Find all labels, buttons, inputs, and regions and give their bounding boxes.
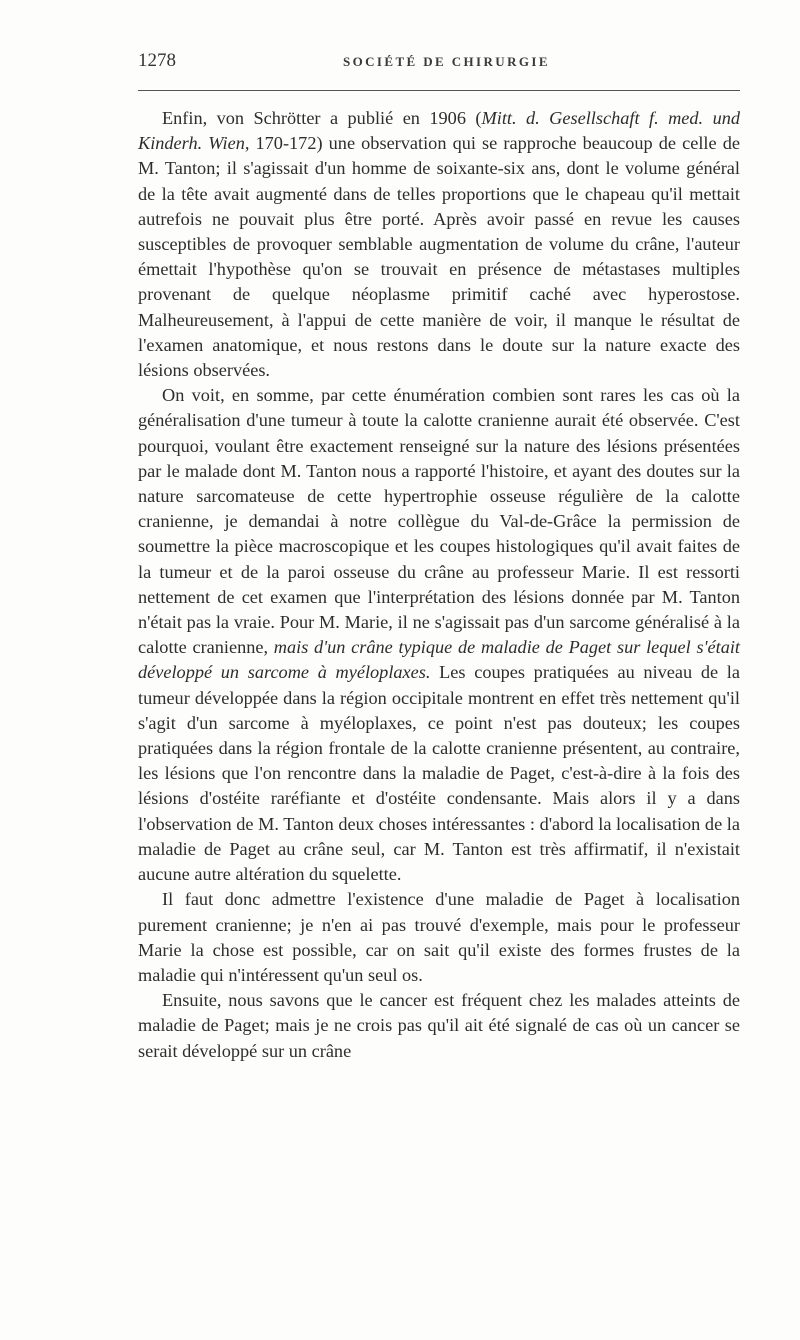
- citation-italic: Mitt. d. Gesellschaft f. med. und Kinderh. Wien,: [138, 108, 740, 154]
- header-rule: [138, 90, 740, 91]
- text-run: Enfin, von Schrötter a publié en 1906 (: [162, 108, 482, 128]
- text-run: Les coupes pratiquées au niveau de la tumeur développée dans la région occipitale montrent en effet très nettement qu'il s'agit d'un sarcome à myéloplaxes, ce point n'est pas douteux; les coupes pratiquées dans la région frontale de la calotte cranienne présentent, au contraire, les lésions que l'on rencontre dans la maladie de Paget, c'est-à-dire à la fois des lésions d'ostéite raréfiante et d'ostéite condensante. Mais alors il y a dans l'observation de M. Tanton deux choses intéressantes : d'abord la localisation de la maladie de Paget au crâne seul, car M. Tanton est très affirmatif, il n'existait aucune autre altération du squelette.: [138, 662, 740, 885]
- text-run: Il faut donc admettre l'existence d'une maladie de Paget à localisation purement cranienne; je n'en ai pas trouvé d'exemple, mais pour le professeur Marie la chose est possible, car on sait qu'il existe des formes frustes de la maladie qui n'intéressent qu'un seul os.: [138, 889, 740, 985]
- running-head: SOCIÉTÉ DE CHIRURGIE: [343, 54, 550, 69]
- paragraph: [138, 988, 740, 1064]
- paragraph: [138, 887, 740, 988]
- text-run: Ensuite, nous savons que le cancer est fréquent chez les malades atteints de maladie de Paget; mais je ne crois pas qu'il ait été signalé de cas où un cancer se serait développé sur un crâne: [138, 990, 740, 1061]
- body-text: [138, 106, 740, 1064]
- paragraph: [138, 106, 740, 383]
- emphasis-italic: mais d'un crâne typique de maladie de Paget sur lequel s'était développé un sarcome à myéloplaxes.: [138, 637, 740, 683]
- paragraph: [138, 383, 740, 887]
- page-header: [138, 50, 738, 72]
- text-run: 170-172) une observation qui se rapproche beaucoup de celle de M. Tanton; il s'agissait d'un homme de soixante-six ans, dont le volume général de la tête avait augmenté dans de telles proportions que le chapeau qu'il mettait autrefois ne pouvait plus être porté. Après avoir passé en revue les causes susceptibles de provoquer semblable augmentation de volume du crâne, l'auteur émettait l'hypothèse qu'on se trouvait en présence de métastases multiples provenant de quelque néoplasme primitif caché avec hyperostose. Malheureusement, à l'appui de cette manière de voir, il manque le résultat de l'examen anatomique, et nous restons dans le doute sur la nature exacte des lésions observées.: [138, 133, 740, 381]
- page-number: 1278: [138, 50, 176, 71]
- text-run: On voit, en somme, par cette énumération combien sont rares les cas où la généralisation d'une tumeur à toute la calotte cranienne aurait été observée. C'est pourquoi, voulant être exactement renseigné sur la nature des lésions présentées par le malade dont M. Tanton nous a rapporté l'histoire, et ayant des doutes sur la nature sarcomateuse de cette hypertrophie osseuse régulière de la calotte cranienne, je demandai à notre collègue du Val-de-Grâce la permission de soumettre la pièce macroscopique et les coupes histologiques qu'il avait faites de la tumeur et de la paroi osseuse du crâne au professeur Marie. Il est ressorti nettement de cet examen que l'interprétation des lésions donnée par M. Tanton n'était pas la vraie. Pour M. Marie, il ne s'agissait pas d'un sarcome généralisé à la calotte cranienne,: [138, 385, 740, 658]
